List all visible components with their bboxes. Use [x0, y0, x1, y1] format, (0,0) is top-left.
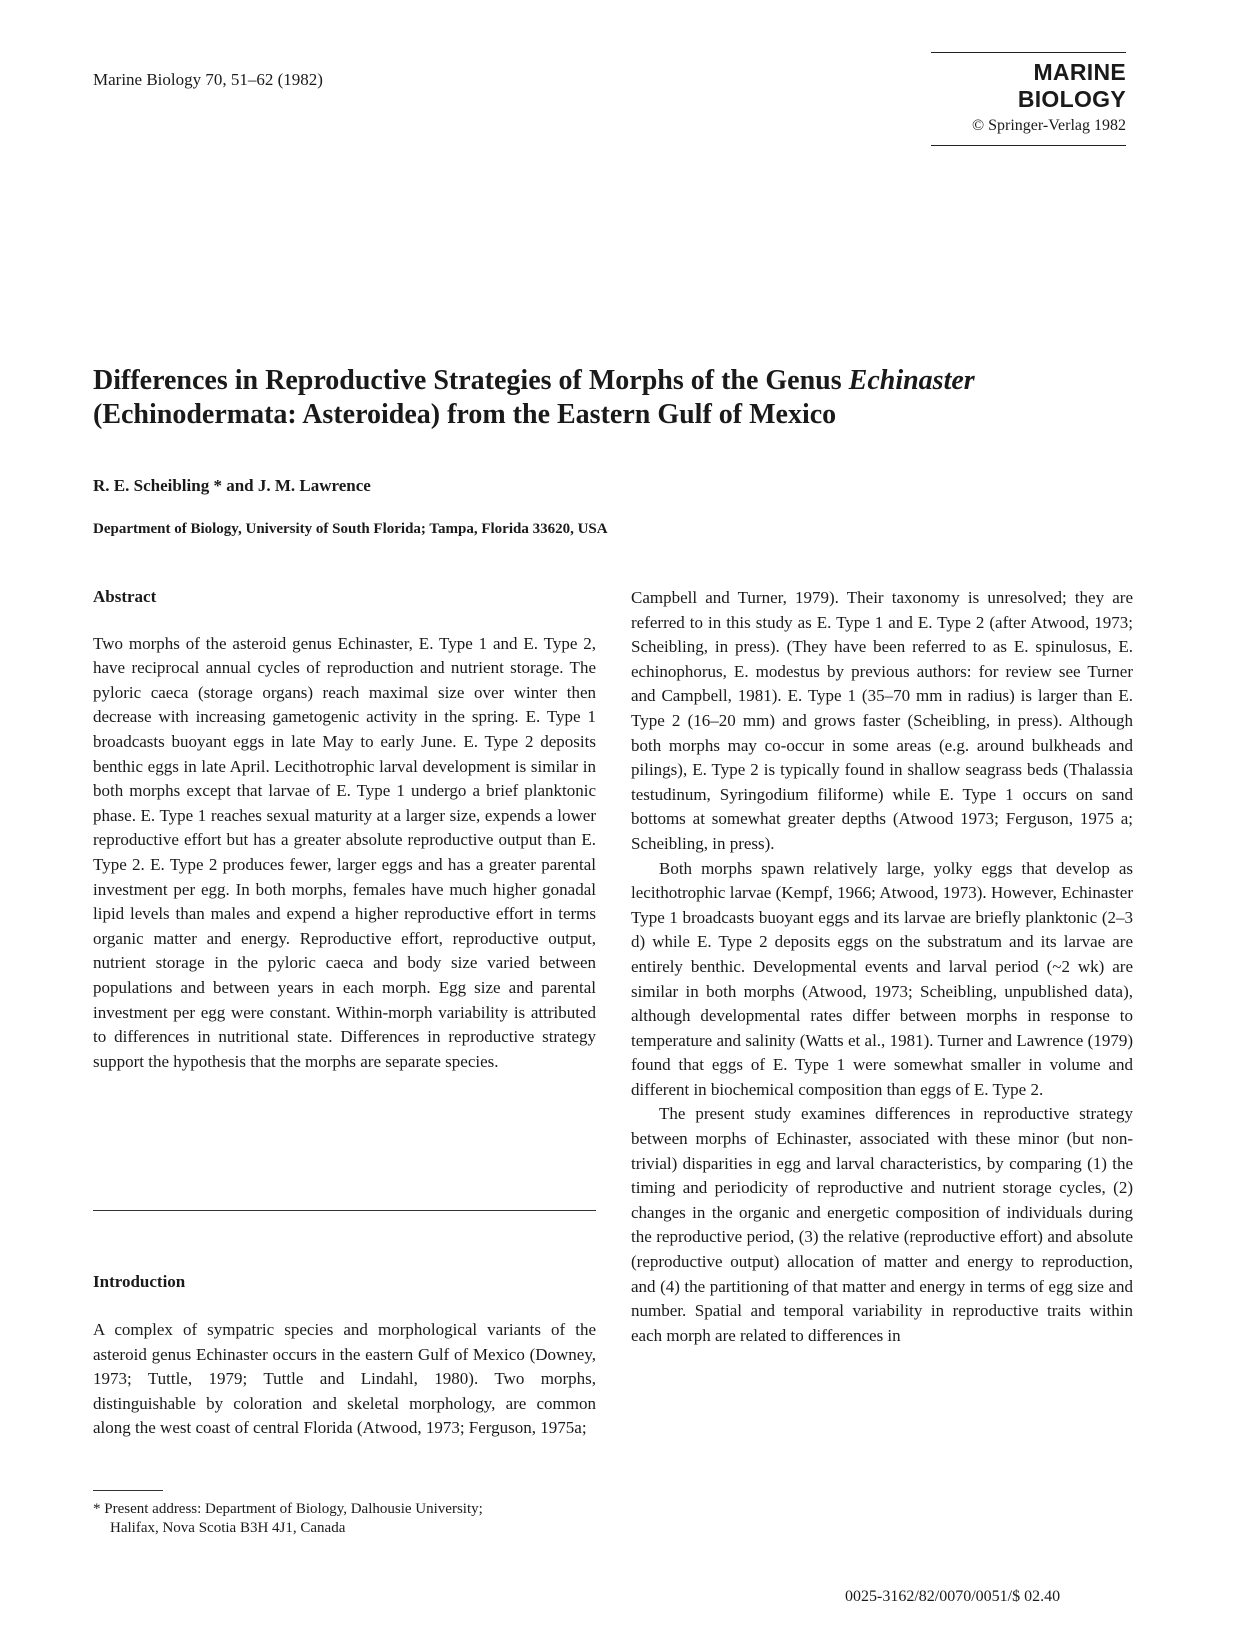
footnote-line1: * Present address: Department of Biology, Dalhousie University; [93, 1501, 483, 1517]
footnote [93, 1500, 596, 1538]
abstract-text: Two morphs of the asteroid genus Echinaster, E. Type 1 and E. Type 2, have reciprocal annual cycles of reproduction and nutrient storage. The pyloric caeca (storage organs) reach maximal size over winter then decrease with increasing gametogenic activity in the spring. E. Type 1 broadcasts buoyant eggs in late May to early June. E. Type 2 deposits benthic eggs in late April. Lecithotrophic larval development is similar in both morphs except that larvae of E. Type 1 undergo a brief planktonic phase. E. Type 1 reaches sexual maturity at a larger size, expends a lower reproductive effort but has a greater absolute reproductive output than E. Type 2. E. Type 2 produces fewer, larger eggs and has a greater parental investment per egg. In both morphs, females have much higher gonadal lipid levels than males and expend a higher reproductive effort in terms organic matter and energy. Reproductive effort, reproductive output, nutrient storage in the pyloric caeca and body size varied between populations and between years in each morph. Egg size and parental investment per egg were constant. Within-morph variability is attributed to differences in nutritional state. Differences in reproductive strategy support the hypothesis that the morphs are separate species. [93, 633, 596, 1071]
abstract-section [93, 585, 596, 1074]
title-genus: Echinaster [848, 365, 975, 396]
journal-brand-block [931, 52, 1126, 146]
brand-top-rule [931, 52, 1126, 53]
footnote-line2: Halifax, Nova Scotia B3H 4J1, Canada [110, 1520, 346, 1536]
paper-title [93, 364, 1133, 432]
journal-reference: Marine Biology 70, 51–62 (1982) [93, 70, 323, 89]
introduction-heading: Introduction [93, 1272, 186, 1291]
title-line2: (Echinodermata: Asteroidea) from the Eastern Gulf of Mexico [93, 399, 837, 430]
introduction-text [93, 1318, 596, 1441]
right-paragraph-2: Both morphs spawn relatively large, yolky eggs that develop as lecithotrophic larvae (Kempf, 1966; Atwood, 1973). However, Echinaster Type 1 broadcasts buoyant eggs and its larvae are briefly planktonic (2–3 d) while E. Type 2 deposits eggs on the substratum and its larvae are entirely benthic. Developmental events and larval period (~2 wk) are similar in both morphs (Atwood, 1973; Scheibling, unpublished data), although developmental rates differ between morphs in response to temperature and salinity (Watts et al., 1981). Turner and Lawrence (1979) found that eggs of E. Type 1 were somewhat smaller in volume and different in biochemical composition than eggs of E. Type 2. [631, 858, 1133, 1099]
journal-brand: MARINE BIOLOGY [1017, 59, 1126, 112]
title-line1: Differences in Reproductive Strategies of Morphs of the Genus [93, 365, 849, 396]
article-code: 0025-3162/82/0070/0051/$ 02.40 [845, 1588, 1061, 1605]
authors: R. E. Scheibling * and J. M. Lawrence [93, 476, 371, 495]
footnote-divider [93, 1490, 163, 1491]
introduction-paragraph: A complex of sympatric species and morphological variants of the asteroid genus Echinaster occurs in the eastern Gulf of Mexico (Downey, 1973; Tuttle, 1979; Tuttle and Lindahl, 1980). Two morphs, distinguishable by coloration and skeletal morphology, are common along the west coast of central Florida (Atwood, 1973; Ferguson, 1975a; [93, 1320, 596, 1438]
abstract-heading: Abstract [93, 587, 157, 606]
affiliation: Department of Biology, University of South Florida; Tampa, Florida 33620, USA [93, 521, 608, 537]
right-paragraph-3: The present study examines differences in reproductive strategy between morphs of Echinaster, associated with these minor (but non-trivial) disparities in egg and larval characteristics, by comparing (1) the timing and periodicity of reproductive and nutrient storage cycles, (2) changes in the organic and energetic composition of individuals during the reproductive period, (3) the relative (reproductive effort) and absolute (reproductive output) allocation of matter and energy to reproduction, and (4) the partitioning of that matter and energy in terms of egg size and number. Spatial and temporal variability in reproductive traits within each morph are related to differences in [631, 1104, 1133, 1345]
brand-bottom-rule [931, 145, 1126, 146]
abstract-divider [93, 1210, 596, 1211]
right-paragraph-1: Campbell and Turner, 1979). Their taxonomy is unresolved; they are referred to in this study as E. Type 1 and E. Type 2 (after Atwood, 1973; Scheibling, in press). (They have been referred to as E. spinulosus, E. echinophorus, E. modestus by previous authors: for review see Turner and Campbell, 1981). E. Type 1 (35–70 mm in radius) is larger than E. Type 2 (16–20 mm) and grows faster (Scheibling, in press). Although both morphs may co-occur in some areas (e.g. around bulkheads and pilings), E. Type 2 is typically found in shallow seagrass beds (Thalassia testudinum, Syringodium filiforme) while E. Type 1 occurs on sand bottoms at somewhat greater depths (Atwood 1973; Ferguson, 1975 a; Scheibling, in press). [631, 588, 1133, 853]
copyright-notice: © Springer-Verlag 1982 [971, 117, 1126, 134]
right-column [631, 586, 1133, 1348]
